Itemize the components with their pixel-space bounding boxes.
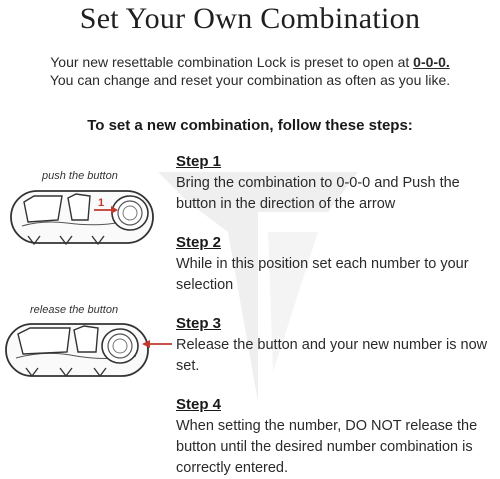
page-title: Set Your Own Combination	[79, 2, 421, 35]
step-2-title: Step 2	[176, 234, 222, 251]
release-button-label: release the button	[30, 304, 119, 316]
step-4-title: Step 4	[176, 396, 222, 413]
lock-push-illustration	[8, 186, 158, 256]
step-4-text: When setting the number, DO NOT release the button until the desired number combination is correctly entered.	[176, 418, 478, 476]
step-3-title: Step 3	[176, 315, 222, 332]
intro-line1: Your new resettable combination Lock is preset to open at	[50, 54, 410, 70]
step-3	[176, 315, 500, 377]
step-1-title: Step 1	[176, 153, 222, 170]
instructions-heading: To set a new combination, follow these steps:	[87, 117, 413, 134]
step-4	[176, 396, 500, 479]
intro-text	[0, 53, 500, 89]
step-1-text: Bring the combination to 0-0-0 and Push the button in the direction of the arrow	[176, 175, 460, 212]
preset-code: 0-0-0.	[413, 54, 450, 70]
step-3-text: Release the button and your new number is now set.	[176, 337, 488, 374]
step-1	[176, 153, 500, 215]
arrow-number-label: 1	[98, 197, 105, 209]
step-2	[176, 234, 500, 296]
step-2-text: While in this position set each number to your selection	[176, 256, 469, 293]
lock-release-illustration	[4, 318, 184, 384]
intro-line2: You can change and reset your combination as often as you like.	[49, 72, 451, 88]
push-button-label: push the button	[42, 170, 118, 182]
